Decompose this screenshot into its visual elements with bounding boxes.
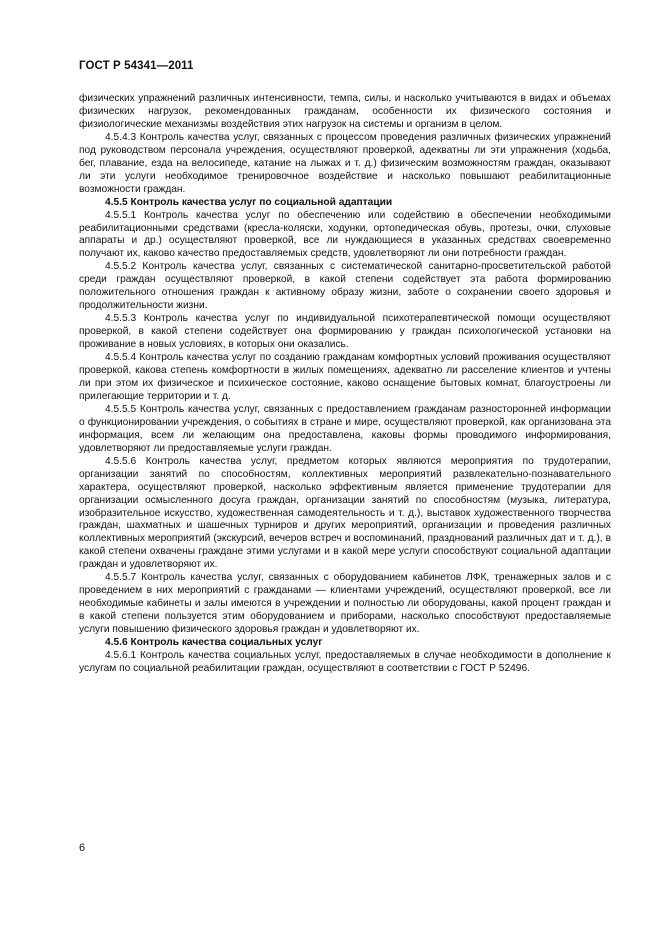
paragraph-4-5-5-7: 4.5.5.7 Контроль качества услуг, связанных с оборудованием кабинетов ЛФК, тренажерных залов и с проведением в них мероприятий с гражданами — клиентами учреждений, осуществляют проверкой, все ли необходимые кабинеты и залы имеются в учреждении и полностью ли оборудованы, какой процент граждан и в какой степени пользуется этим оборудованием и приборами, насколько способствуют предоставляемые услуги повышению физического здоровья граждан и удовлетворяют их.: [79, 572, 611, 636]
section-heading-4-5-6: 4.5.6 Контроль качества социальных услуг: [105, 637, 323, 649]
page-number: 6: [79, 842, 86, 854]
paragraph-4-5-5-4: 4.5.5.4 Контроль качества услуг по созданию гражданам комфортных условий проживания осуществляют проверкой, какова степень комфортности в жилых помещениях, адекватно ли расселение клиентов и учтены ли при этом их физическое и психическое состояние, каково оснащение бытовых комнат, благоустроены ли прилегающие территории и т. д.: [79, 352, 611, 402]
paragraph-4-5-6-1: 4.5.6.1 Контроль качества социальных услуг, предоставляемых в случае необходимости в дополнение к услугам по социальной реабилитации граждан, осуществляют в соответствии с ГОСТ Р 52496.: [79, 649, 611, 674]
document-body: [79, 93, 611, 676]
section-heading-4-5-5: 4.5.5 Контроль качества услуг по социальной адаптации: [105, 196, 393, 208]
paragraph-4-5-5-6: 4.5.5.6 Контроль качества услуг, предметом которых являются мероприятия по трудотерапии, организации занятий по способностям, коллективных мероприятий развлекательно-познавательного характера, осуществляют проверкой, насколько эффективным является применение трудотерапии для организации осмысленного досуга граждан, организации занятий по способностям (музыка, литература, изобразительное искусство, художественная самодеятельность и т. д.), выставок художественного творчества граждан, шахматных и шашечных турниров и других мероприятий, организации и проведения различных коллективных мероприятий (экскурсий, вечеров встреч и воспоминаний, празднований различных дат и т. д.), в какой степени охвачены граждане этими услугами и в какой мере услуги способствуют социальной адаптации граждан и удовлетворяют их.: [79, 455, 611, 571]
paragraph-4-5-5-2: 4.5.5.2 Контроль качества услуг, связанных с систематической санитарно-просветительской работой среди граждан осуществляют проверкой, в какой степени содействует эта работа формированию положительного отношения граждан к активному образу жизни, заботе о сохранении своего здоровья и продолжительности жизни.: [79, 261, 611, 312]
paragraph-4-5-5-3: 4.5.5.3 Контроль качества услуг по индивидуальной психотерапевтической помощи осуществляют проверкой, в какой степени содействует она формированию у граждан психологической установки на проживание в новых условиях, в которых они оказались.: [79, 313, 611, 351]
paragraph-continuation: физических упражнений различных интенсивности, темпа, силы, и насколько учитываются в видах и объемах физических нагрузок, рекомендованных гражданам, особенности их физического состояния и физиологические механизмы воздействия этих нагрузок на системы и организм в целом.: [79, 93, 611, 130]
paragraph-4-5-5-1: 4.5.5.1 Контроль качества услуг по обеспечению или содействию в обеспечении необходимыми реабилитационными средствами (кресла-коляски, ходунки, ортопедическая обувь, протезы, очки, слуховые аппараты и др.) осуществляют проверкой, все ли нуждающиеся в указанных средствах своевременно получают их, каково качество предоставляемых средств, удовлетворяют ли они потребности граждан.: [79, 209, 611, 260]
paragraph-4-5-5-5: 4.5.5.5 Контроль качества услуг, связанных с предоставлением гражданам разносторонней информации о функционировании учреждения, о событиях в стране и мире, осуществляют проверкой, как организована эта информация, всем ли желающим она предоставлена, каковы формы проводимого информирования, удовлетворяют ли предоставляемые услуги граждан.: [79, 403, 611, 454]
paragraph-4-5-4-3: 4.5.4.3 Контроль качества услуг, связанных с процессом проведения различных физических упражнений под руководством персонала учреждения, осуществляют проверкой, адекватны ли эти упражнения (ходьба, бег, плавание, езда на велосипеде, катание на лыжах и т. д.) физическим возможностям граждан, оказывают ли эти услуги необходимое тренировочное воздействие и насколько повышают реабилитационные возможности граждан.: [79, 131, 611, 195]
document-code-header: ГОСТ Р 54341—2011: [79, 60, 194, 72]
